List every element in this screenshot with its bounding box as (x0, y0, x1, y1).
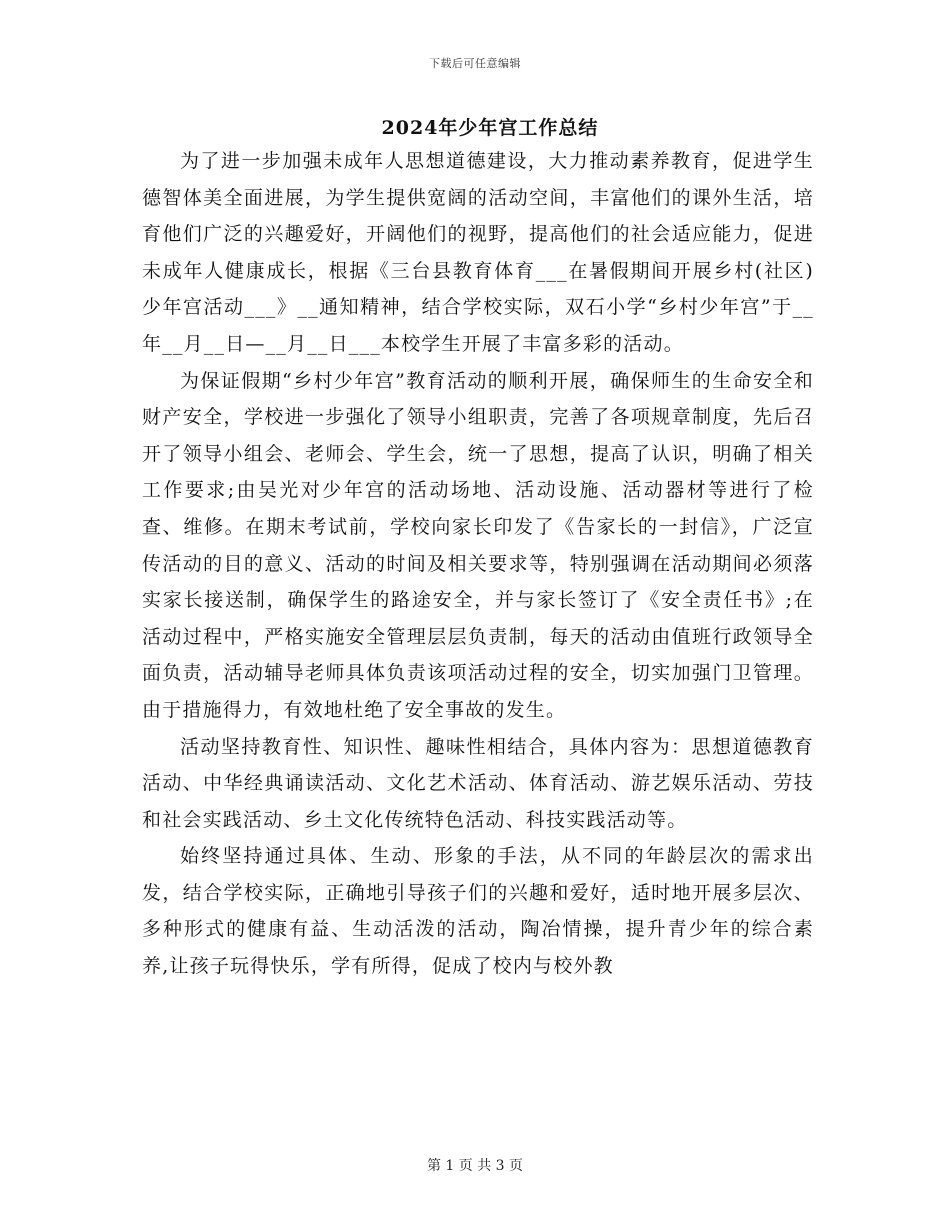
paragraph-2: 为保证假期“乡村少年宫”教育活动的顺利开展，确保师生的生命安全和财产安全，学校进一步强化了领导小组职责，完善了各项规章制度，先后召开了领导小组会、老师会、学生会，统一了思想，提高了认识，明确了相关工作要求;由吴光对少年宫的活动场地、活动设施、活动器材等进行了检查、维修。在期末考试前，学校向家长印发了《告家长的一封信》，广泛宣传活动的目的意义、活动的时间及相关要求等，特别强调在活动期间必须落实家长接送制，确保学生的路途安全，并与家长签订了《安全责任书》;在活动过程中，严格实施安全管理层层负责制，每天的活动由值班行政领导全面负责，活动辅导老师具体负责该项活动过程的安全，切实加强门卫管理。由于措施得力，有效地杜绝了安全事故的发生。 (142, 369, 814, 721)
document-title: 2024年少年宫工作总结 (381, 117, 599, 139)
header-note: 下载后可任意编辑 (429, 57, 521, 70)
document-body (142, 143, 814, 985)
paragraph-4: 始终坚持通过具体、生动、形象的手法，从不同的年龄层次的需求出发，结合学校实际，正确地引导孩子们的兴趣和爱好，适时地开展多层次、多种形式的健康有益、生动活泼的活动，陶冶情操，提升青少年的综合素养,让孩子玩得快乐，学有所得，促成了校内与校外教 (142, 845, 814, 978)
paragraph-1: 为了进一步加强未成年人思想道德建设，大力推动素养教育，促进学生德智体美全面进展，为学生提供宽阔的活动空间，丰富他们的课外生活，培育他们广泛的兴趣爱好，开阔他们的视野，提高他们的社会适应能力，促进未成年人健康成长，根据《三台县教育体育___在暑假期间开展乡村(社区)少年宫活动___》__通知精神，结合学校实际，双石小学“乡村少年宫”于__年__月__日—__月__日___本校学生开展了丰富多彩的活动。 (142, 150, 814, 355)
paragraph-3: 活动坚持教育性、知识性、趣味性相结合，具体内容为：思想道德教育活动、中华经典诵读活动、文化艺术活动、体育活动、游艺娱乐活动、劳技和社会实践活动、乡土文化传统特色活动、科技实践活动等。 (142, 735, 814, 831)
page-number-footer: 第 1 页 共 3 页 (426, 1158, 524, 1174)
